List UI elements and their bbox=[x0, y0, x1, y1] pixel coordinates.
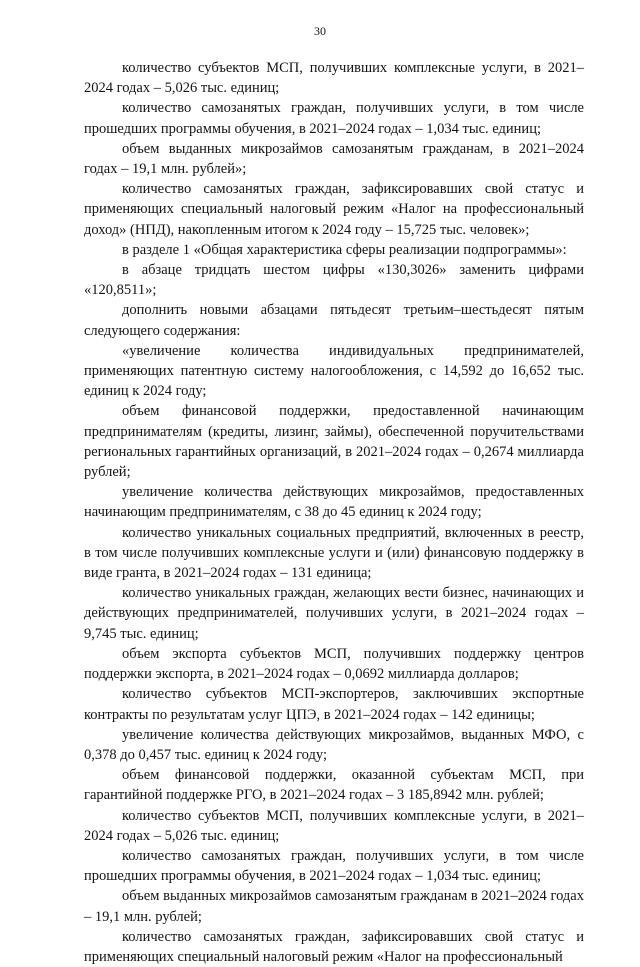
page-number: 30 bbox=[314, 24, 326, 38]
paragraph: объем выданных микрозаймов самозанятым гражданам в 2021–2024 годах – 19,1 млн. рублей; bbox=[84, 888, 584, 925]
paragraph: «увеличение количества индивидуальных предпринимателей, применяющих патентную систему налогообложения, с 14,592 до 16,652 тыс. единиц к 2024 году; bbox=[84, 342, 584, 400]
paragraph: в абзаце тридцать шестом цифры «130,3026» заменить цифрами «120,8511»; bbox=[84, 262, 584, 299]
paragraph: дополнить новыми абзацами пятьдесят третьим–шестьдесят пятым следующего содержания: bbox=[84, 302, 584, 339]
paragraph: количество самозанятых граждан, зафиксировавших свой статус и применяющих специальный налоговый режим «Налог на профессиональный bbox=[84, 928, 584, 965]
paragraph: объем финансовой поддержки, предоставленной начинающим предпринимателям (кредиты, лизинг, займы), обеспеченной поручительствами региональных гарантийных организаций, в 2021–2024 годах – 0,2674 миллиарда рублей; bbox=[84, 403, 584, 481]
paragraph: объем выданных микрозаймов самозанятым гражданам, в 2021–2024 годах – 19,1 млн. рублей»; bbox=[84, 140, 584, 178]
paragraph: увеличение количества действующих микрозаймов, выданных МФО, с 0,378 до 0,457 тыс. единиц к 2024 году; bbox=[84, 726, 584, 763]
paragraph: количество самозанятых граждан, получивших услуги, в том числе прошедших программы обучения, в 2021–2024 годах – 1,034 тыс. единиц; bbox=[84, 100, 584, 137]
paragraph: количество самозанятых граждан, получивших услуги, в том числе прошедших программы обучения, в 2021–2024 годах – 1,034 тыс. единиц; bbox=[84, 847, 584, 885]
paragraph: в разделе 1 «Общая характеристика сферы реализации подпрограммы»: bbox=[122, 241, 567, 258]
paragraph: количество субъектов МСП-экспортеров, заключивших экспортные контракты по результатам услуг ЦПЭ, в 2021–2024 годах – 142 единицы; bbox=[84, 686, 584, 723]
paragraph: количество субъектов МСП, получивших комплексные услуги, в 2021–2024 годах – 5,026 тыс. единиц; bbox=[84, 807, 584, 844]
paragraph: увеличение количества действующих микрозаймов, предоставленных начинающим предпринимателям, с 38 до 45 единиц к 2024 году; bbox=[84, 484, 584, 521]
document-body bbox=[84, 58, 584, 967]
paragraph: количество субъектов МСП, получивших комплексные услуги, в 2021–2024 годах – 5,026 тыс. единиц; bbox=[84, 60, 584, 97]
paragraph: объем финансовой поддержки, оказанной субъектам МСП, при гарантийной поддержке РГО, в 2021–2024 годах – 3 185,8942 млн. рублей; bbox=[84, 767, 584, 804]
paragraph: количество уникальных граждан, желающих вести бизнес, начинающих и действующих предпринимателей, получивших услуги, в 2021–2024 годах – 9,745 тыс. единиц; bbox=[84, 585, 584, 642]
paragraph: объем экспорта субъектов МСП, получивших поддержку центров поддержки экспорта, в 2021–2024 годах – 0,0692 миллиарда долларов; bbox=[84, 645, 584, 683]
paragraph: количество уникальных социальных предприятий, включенных в реестр, в том числе получивших комплексные услуги и (или) финансовую поддержку в виде гранта, в 2021–2024 годах – 131 единица; bbox=[84, 524, 584, 582]
paragraph: количество самозанятых граждан, зафиксировавших свой статус и применяющих специальный налоговый режим «Налог на профессиональный доход» (НПД), накопленным итогом к 2024 году – 15,725 тыс. человек»; bbox=[84, 181, 584, 238]
